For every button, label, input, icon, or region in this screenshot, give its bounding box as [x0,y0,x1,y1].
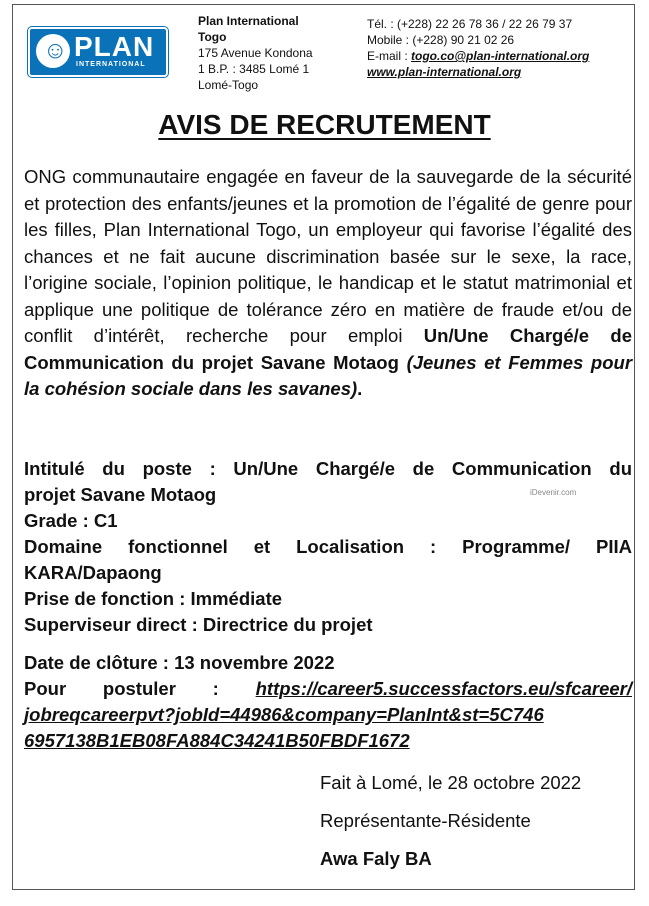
apply-link-1[interactable]: https://career5.successfactors.eu/sfcareer/ [255,678,632,699]
intro-end: . [357,378,363,399]
contact-block [367,16,589,80]
org-name-2: Togo [198,30,227,44]
intitule-line-1: Intitulé du poste : Un/Une Chargé/e de Communication du [24,458,632,479]
domaine-line-1: Domaine fonctionnel et Localisation : Programme/ PIIA [24,536,632,557]
phone-line: Tél. : (+228) 22 26 78 36 / 22 26 79 37 [367,17,573,31]
title-text: AVIS DE RECRUTEMENT [158,109,491,140]
apply-link-2[interactable]: jobreqcareerpvt?jobId=44986&company=PlanInt&st=5C746 [24,704,544,725]
logo-word: PLAN [74,31,155,62]
org-name-1: Plan International [198,14,299,28]
watermark: iDevenir.com [530,488,577,497]
email-link[interactable]: togo.co@plan-international.org [411,49,590,63]
apply-link-3[interactable]: 6957138B1EB08FA884C34241B50FBDF1672 [24,730,410,751]
place-date: Fait à Lomé, le 28 octobre 2022 [320,772,582,793]
logo-sub: INTERNATIONAL [76,61,146,68]
apply-link-line-3 [24,728,632,754]
grade-line: Grade : C1 [24,510,118,531]
job-details [24,456,632,754]
signer-role: Représentante-Résidente [320,810,531,831]
apply-link-line-2 [24,702,632,728]
superviseur-line: Superviseur direct : Directrice du projet [24,614,373,635]
intitule-line-2: projet Savane Motaog [24,484,217,505]
address-line-3: Lomé-Togo [198,78,259,92]
page-title [0,108,649,142]
address-block [198,13,313,93]
website-link[interactable]: www.plan-international.org [367,65,522,79]
project-subtitle: (Jeunes et Femmes pour la cohésion sociale dans les savanes) [24,351,633,399]
email-label: E-mail : [367,49,412,63]
domaine-line-2: KARA/Dapaong [24,562,162,583]
postuler-label: Pour postuler : [24,678,256,699]
prise-line: Prise de fonction : Immédiate [24,588,283,609]
cloture-line: Date de clôture : 13 novembre 2022 [24,652,335,673]
email-line [367,48,589,64]
plan-logo [28,27,168,77]
address-line-2: 1 B.P. : 3485 Lomé 1 [198,62,310,76]
position-title: Un/Une Chargé/e de Communication du projet Savane Motaog [24,325,632,373]
intro-paragraph [24,164,632,403]
intro-text: ONG communautaire engagée en faveur de la sauvegarde de la sécurité et protection des enfants/jeunes et la promotion de l’égalité de genre pour les filles, Plan International Togo, un employeur qui favorise l’égalité des chances et ne fait aucune discrimination basée sur le sexe, la race, l’origine sociale, l’opinion politique, le handicap et le statut matrimonial et applique une politique de tolérance zéro en matière de fraude et/ou de conflit d’intérêt, recherche pour emploi [24,166,632,346]
mobile-line: Mobile : (+228) 90 21 02 26 [367,33,515,47]
signature-block [320,772,581,886]
person-icon: ☺ [43,37,68,64]
address-line-1: 175 Avenue Kondona [198,46,313,60]
signer-name: Awa Faly BA [320,848,432,869]
postuler-line [24,676,632,702]
